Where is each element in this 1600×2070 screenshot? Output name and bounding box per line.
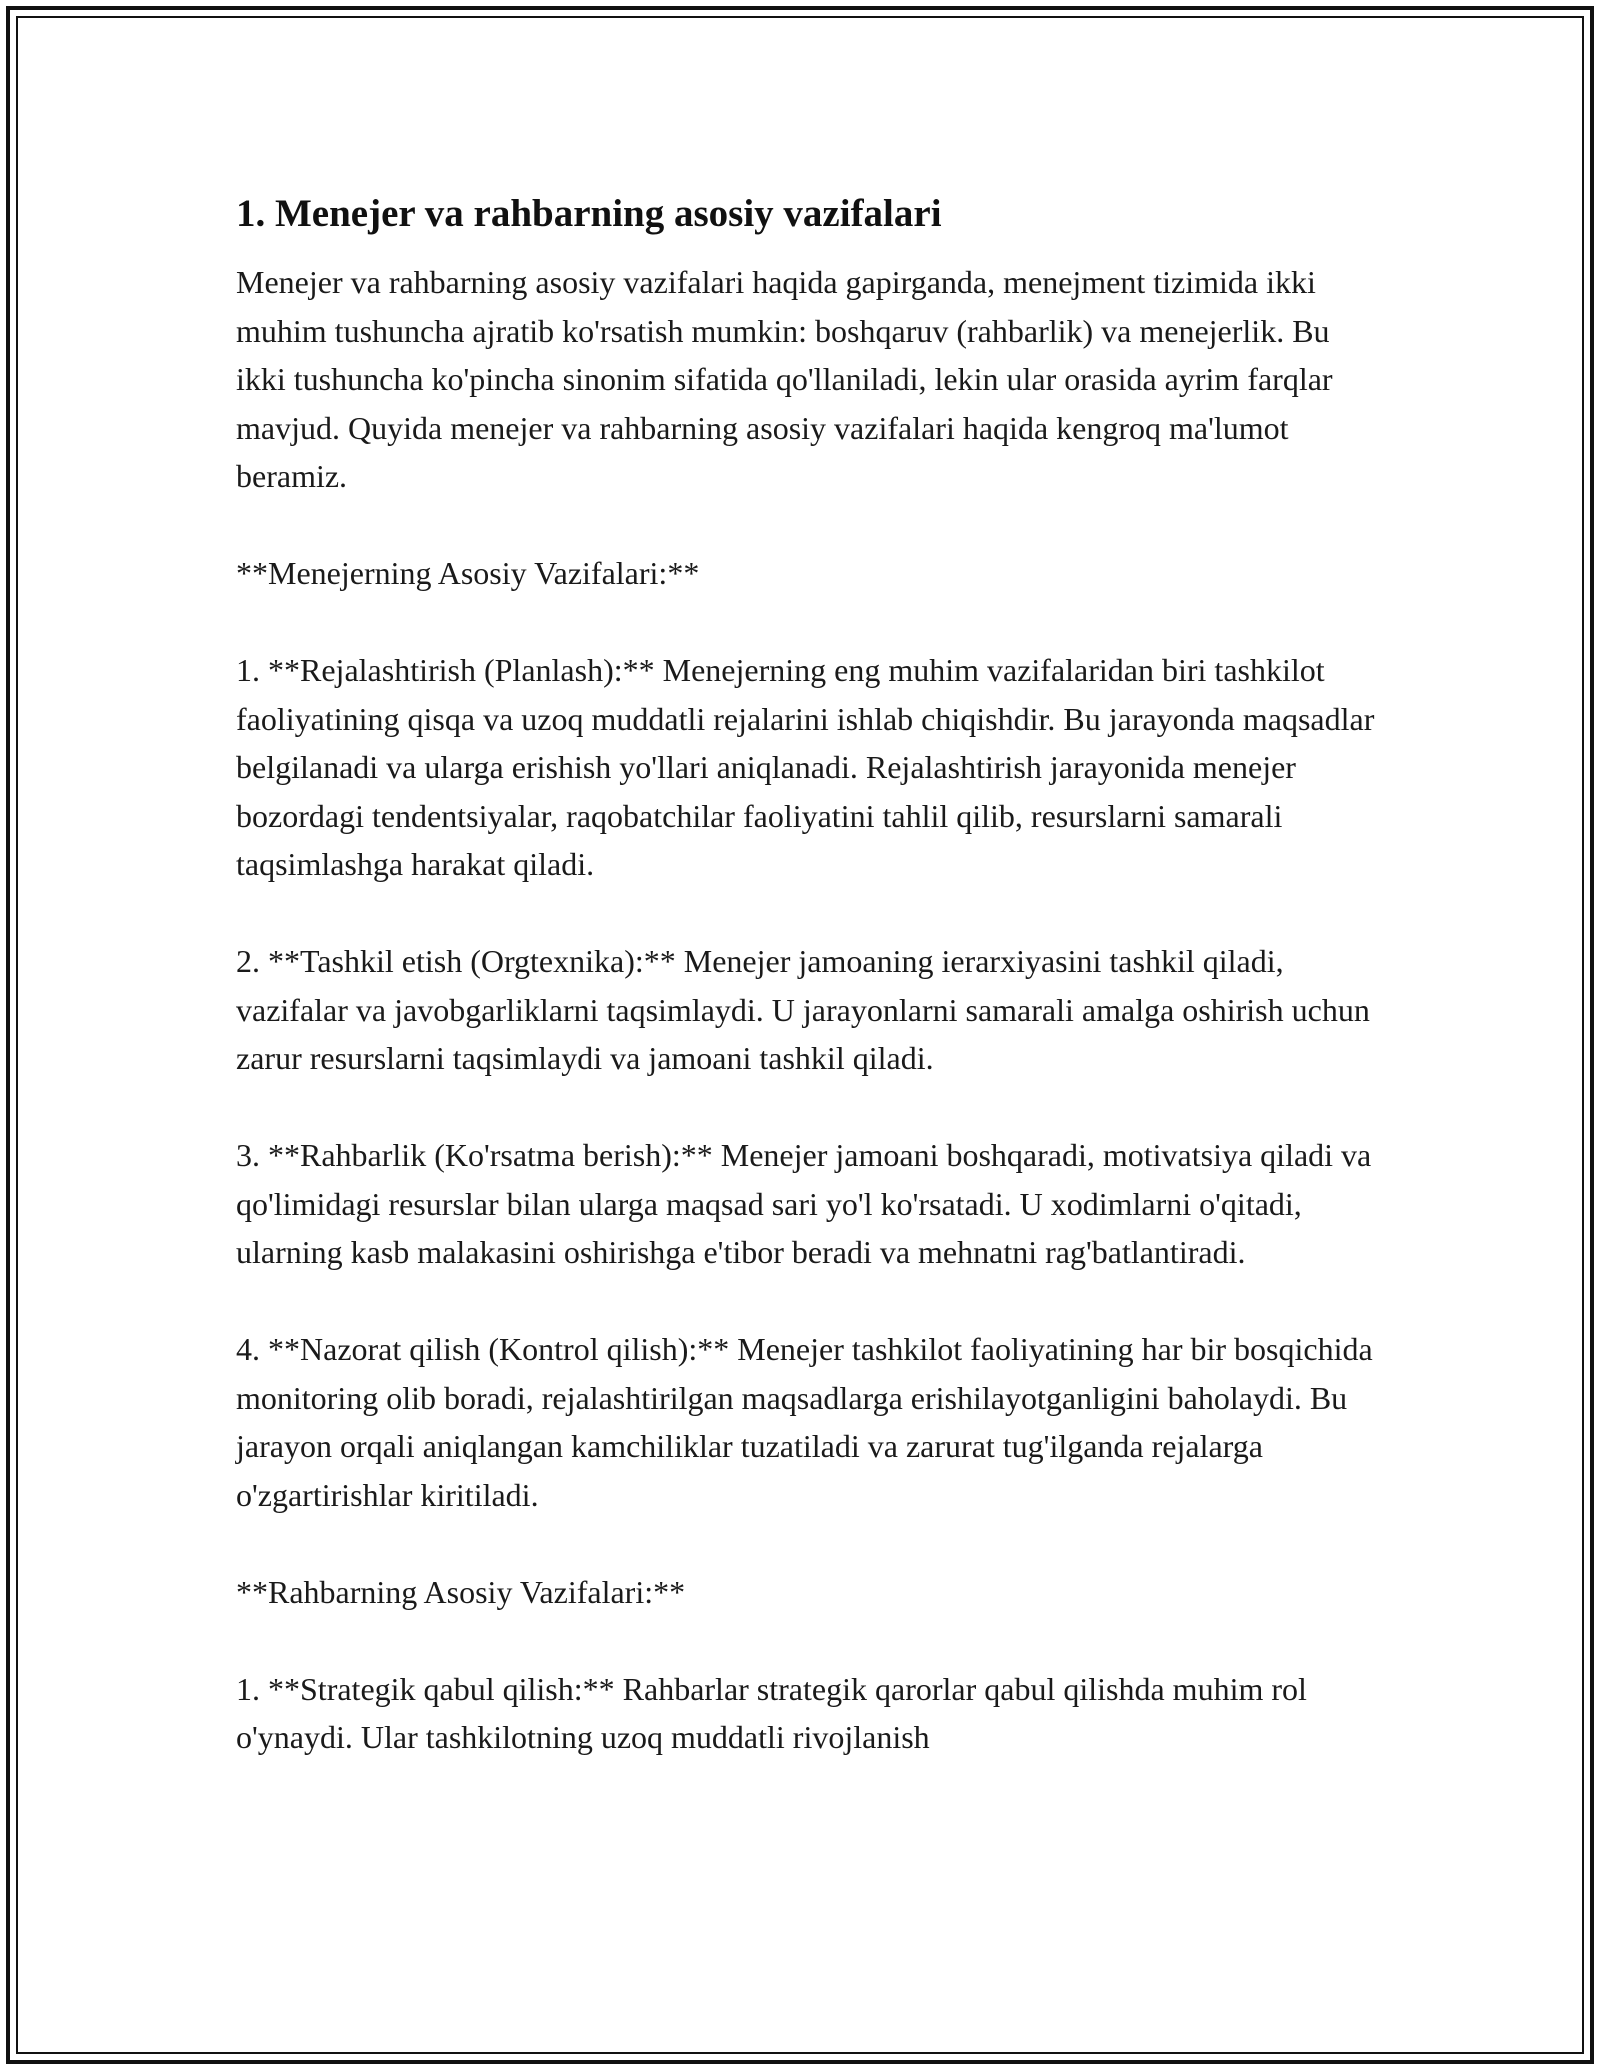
document-body bbox=[236, 186, 1376, 1762]
manager-item-leading: 3. **Rahbarlik (Ko'rsatma berish):** Menejer jamoani boshqaradi, motivatsiya qiladi va qo'limidagi resurslar bilan ularga maqsad sari yo'l ko'rsatadi. U xodimlarni o'qitadi, ularning kasb malakasini oshirishga e'tibor beradi va mehnatni rag'batlantiradi. bbox=[236, 1137, 1372, 1270]
leader-section-heading: **Rahbarning Asosiy Vazifalari:** bbox=[236, 1573, 686, 1610]
manager-item-controlling: 4. **Nazorat qilish (Kontrol qilish):** Menejer tashkilot faoliyatining har bir bosqichida monitoring olib boradi, rejalashtirilgan maqsadlarga erishilayotganligini baholaydi. Bu jarayon orqali aniqlangan kamchiliklar tuzatiladi va zarurat tug'ilganda rejalarga o'zgartirishlar kiritiladi. bbox=[236, 1331, 1373, 1513]
manager-section-heading: **Menejerning Asosiy Vazifalari:** bbox=[236, 555, 700, 591]
document-title: 1. Menejer va rahbarning asosiy vazifalari bbox=[236, 192, 942, 235]
leader-item-strategy: 1. **Strategik qabul qilish:** Rahbarlar strategik qarorlar qabul qilishda muhim rol o'ynaydi. Ular tashkilotning uzoq muddatli rivojlanish bbox=[236, 1670, 1307, 1755]
manager-item-organizing: 2. **Tashkil etish (Orgtexnika):** Menejer jamoaning ierarxiyasini tashkil qiladi, vazifalar va javobgarliklarni taqsimlaydi. U jarayonlarni samarali amalga oshirish uchun zarur resurslarni taqsimlaydi va jamoani tashkil qiladi. bbox=[236, 943, 1370, 1076]
intro-paragraph: Menejer va rahbarning asosiy vazifalari haqida gapirganda, menejment tizimida ikki muhim tushuncha ajratib ko'rsatish mumkin: boshqaruv (rahbarlik) va menejerlik. Bu ikki tushuncha ko'pincha sinonim sifatida qo'llaniladi, lekin ular orasida ayrim farqlar mavjud. Quyida menejer va rahbarning asosiy vazifalari haqida kengroq ma'lumot beramiz. bbox=[236, 264, 1333, 494]
manager-item-planning: 1. **Rejalashtirish (Planlash):** Menejerning eng muhim vazifalaridan biri tashkilot faoliyatining qisqa va uzoq muddatli rejalarini ishlab chiqishdir. Bu jarayonda maqsadlar belgilanadi va ularga erishish yo'llari aniqlanadi. Rejalashtirish jarayonida menejer bozordagi tendentsiyalar, raqobatchilar faoliyatini tahlil qilib, resurslarni samarali taqsimlashga harakat qiladi. bbox=[236, 652, 1375, 882]
